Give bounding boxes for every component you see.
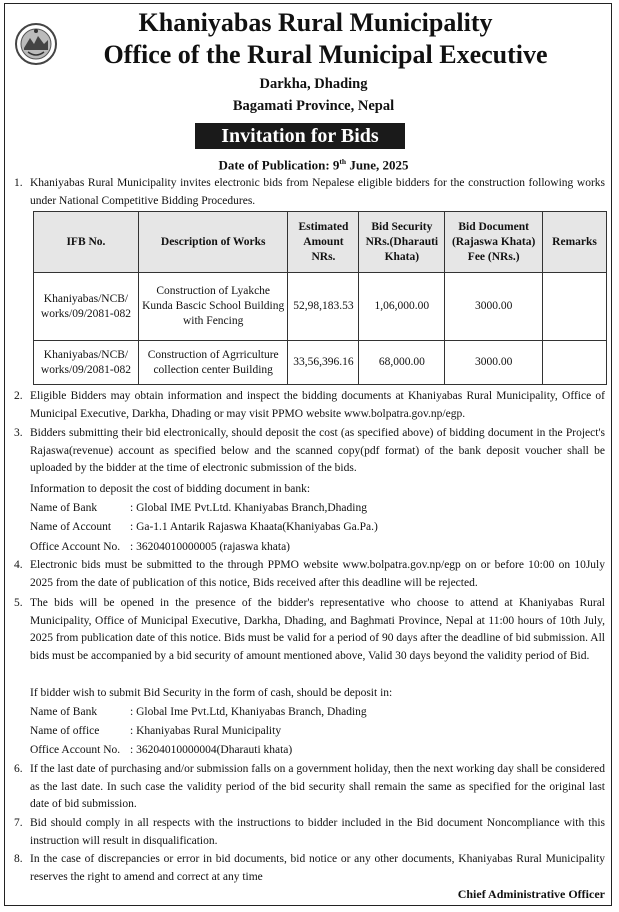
cell-ifb: Khaniyabas/NCB/ works/09/2081-082: [34, 341, 139, 385]
table-header-row: [34, 212, 607, 273]
cell-fee: 3000.00: [445, 273, 543, 341]
col-remarks-header: Remarks: [543, 212, 607, 273]
publication-date: Date of Publication: 9th June, 2025: [218, 157, 409, 173]
col-security-header: Bid Security NRs.(Dharauti Khata): [359, 212, 445, 273]
clause-6: 6. If the last date of purchasing and/or submission falls on a government holiday, then the next working day shall be considered as the last date. In such case the validity period of the bid security shall remain the same as specified for the original last date of bid submission.: [14, 763, 605, 810]
cell-remarks: [543, 341, 607, 385]
address-line-2: Bagamati Province, Nepal: [232, 98, 395, 114]
clause-5: 5. The bids will be opened in the presence of the bidder's representative who choose to attend at Khaniyabas Rural Municipality, Office of Municipal Executive, Darkha, Dhading, and Baghmati Province, Nepal at 11:00 hours of 10th July, 2025 from publication date of this notice. Bids must be valid for a period of 90 days after the deadline of bid submission. All bids must be accompanied by a bid security of amount mentioned above, Valid 30 days beyond the validity period of Bid.: [14, 597, 605, 662]
clause-7: 7. Bid should comply in all respects with the instructions to bidder included in the Bid document Noncompliance with this instruction will result in disqualification.: [14, 817, 605, 847]
cash-deposit-intro: If bidder wish to submit Bid Security in the form of cash, should be deposit in:: [30, 687, 393, 699]
table-row: [34, 273, 607, 341]
table-row: [34, 341, 607, 385]
municipality-name: Khaniyabas Rural Municipality: [138, 8, 493, 37]
bank-info-intro: Information to deposit the cost of bidding document in bank:: [30, 483, 311, 495]
clause-3: 3. Bidders submitting their bid electronically, should deposit the cost (as specified above) of bidding document in the Project's Rajaswa(revenue) account as specified below and the scanned copy(pdf format) of the bank deposit voucher shall be uploaded by the bidder at the time of electronic submission of the bids.: [14, 427, 605, 474]
cell-security: 68,000.00: [359, 341, 445, 385]
clause-1: 1. Khaniyabas Rural Municipality invites electronic bids from Nepalese eligible bidders for the construction following works under National Competitive Bidding Procedures.: [14, 177, 605, 207]
col-ifb-header: IFB No.: [34, 212, 139, 273]
cell-amount: 33,56,396.16: [288, 341, 359, 385]
signatory-title: Chief Administrative Officer: [457, 887, 605, 901]
clause-8: 8. In the case of discrepancies or error in bid documents, bid notice or any other documents, Khaniyabas Rural Municipality reserves the right to amend and correct at any time: [14, 853, 605, 883]
cell-description: Construction of Agrriculture collection center Building: [138, 341, 288, 385]
clause-4: 4. Electronic bids must be submitted to the through PPMO website www.bolpatra.gov.np/egp on or before 10:00 on 10July 2025 from the date of publication of this notice, Bids received after this deadline will be rejected.: [14, 559, 605, 589]
cell-remarks: [543, 273, 607, 341]
cell-description: Construction of Lyakche Kunda Bascic School Building with Fencing: [138, 273, 288, 341]
cell-ifb: Khaniyabas/NCB/ works/09/2081-082: [34, 273, 139, 341]
notice-title-banner: Invitation for Bids: [195, 123, 405, 149]
address-line-1: Darkha, Dhading: [259, 76, 368, 92]
office-name: Office of the Rural Municipal Executive: [103, 40, 548, 69]
clause-2: 2. Eligible Bidders may obtain information and inspect the bidding documents at Khaniyabas Rural Municipality, Office of Municipal Executive, Darkha, Dhading or may visit PPMO website www.bolpatra.gov.np/egp.: [14, 390, 605, 420]
col-amount-header: Estimated Amount NRs.: [288, 212, 359, 273]
cell-fee: 3000.00: [445, 341, 543, 385]
cell-amount: 52,98,183.53: [288, 273, 359, 341]
cell-security: 1,06,000.00: [359, 273, 445, 341]
col-description-header: Description of Works: [138, 212, 288, 273]
col-fee-header: Bid Document (Rajaswa Khata) Fee (NRs.): [445, 212, 543, 273]
bid-table: [33, 211, 607, 385]
